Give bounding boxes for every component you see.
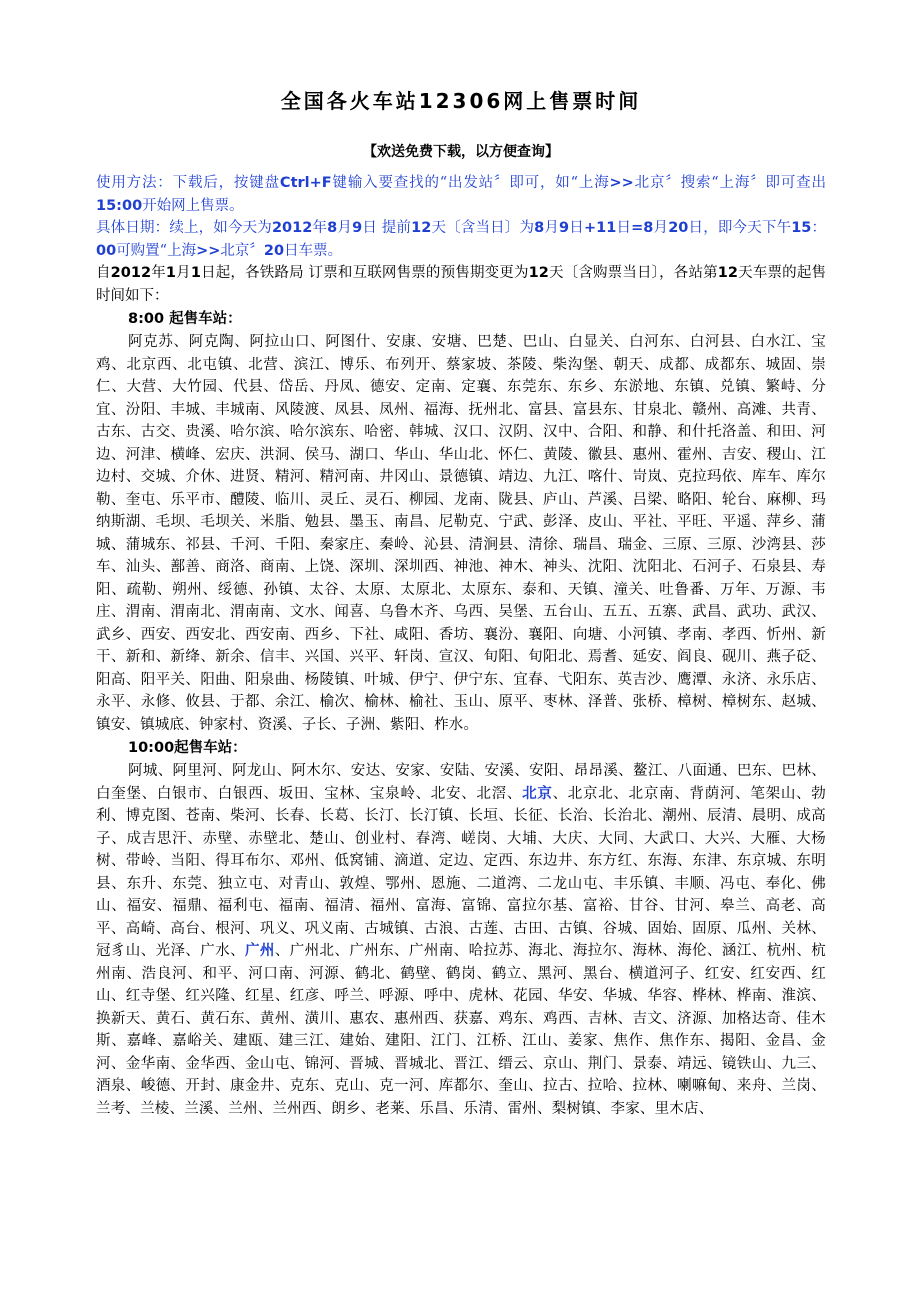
section-heading-1000 xyxy=(128,736,826,760)
document-page xyxy=(96,86,826,1120)
highlighted-station: 广州 xyxy=(245,942,275,959)
example-num: 9 xyxy=(352,220,363,236)
example-text: 北京〞 xyxy=(220,242,264,259)
example-arrow: >> xyxy=(196,242,221,259)
rule-num: 12 xyxy=(717,265,738,281)
example-text: 月 xyxy=(337,220,353,236)
usage-key: Ctrl+F xyxy=(279,175,332,191)
example-num: =8 xyxy=(631,220,654,236)
example-num: 20 xyxy=(668,220,689,236)
example-text: 日车票。 xyxy=(284,242,343,259)
usage-text: 键输入要查找的“出发站〞即可，如“上海 xyxy=(331,175,610,191)
example-num: 2012 xyxy=(271,220,313,236)
document-subtitle: 【欢送免费下载，以方便查询】 xyxy=(363,144,559,160)
example-text: 年 xyxy=(312,220,328,236)
usage-text: 开始网上售票。 xyxy=(142,197,244,214)
section-label: 起售车站： xyxy=(164,310,242,327)
usage-text: 北京〞搜索“上海〞即可查出 xyxy=(633,175,826,191)
example-text: ： xyxy=(811,220,827,236)
example-text: 天〔含当日〕为 xyxy=(431,220,535,236)
example-num: 20 xyxy=(263,242,285,259)
example-text: 具体日期：续上，如今天为 xyxy=(96,220,272,236)
example-num: 9 xyxy=(559,220,570,236)
highlighted-station: 北京 xyxy=(522,784,553,802)
section-label: 起售车站： xyxy=(174,739,247,756)
example-text: 月 xyxy=(653,220,669,236)
rule-text: 天车票的起售时间如下： xyxy=(96,265,827,304)
station-list-1000 xyxy=(96,760,826,1120)
example-text: 日 xyxy=(569,220,584,236)
rule-num: 12 xyxy=(528,265,549,281)
example-text: 日，即今天下午 xyxy=(688,220,792,236)
station-list-0800: 阿克苏、阿克陶、阿拉山口、阿图什、安康、安塘、巴楚、巴山、白显关、白河东、白河县、白水江、宝鸡、北京西、北屯镇、北营、滨江、博乐、布列开、蔡家坡、茶陵、柴沟堡、朝天、成都、成都东、城固、崇仁、大营、大竹园、代县、岱岳、丹凤、德安、定南、定襄、东莞东、东乡、东淤地、东镇、兑镇、繁峙、分宜、汾阳、丰城、丰城南、风陵渡、凤县、凤州、福海、抚州北、富县、富县东、甘泉北、赣州、高滩、共青、古东、古交、贵溪、哈尔滨、哈尔滨东、哈密、韩城、汉口、汉阴、汉中、合阳、和静、和什托洛盖、和田、河边、河津、横峰、宏庆、洪洞、侯马、湖口、华山、华山北、怀仁、黄陵、徽县、惠州、霍州、吉安、稷山、江边村、交城、介休、进贤、精河、精河南、井冈山、景德镇、靖边、九江、喀什、岢岚、克拉玛依、库车、库尔勒、奎屯、乐平市、醴陵、临川、灵丘、灵石、柳园、龙南、陇县、庐山、芦溪、吕梁、略阳、轮台、麻柳、玛纳斯湖、毛坝、毛坝关、米脂、勉县、墨玉、南昌、尼勒克、宁武、彭泽、皮山、平社、平旺、平遥、萍乡、蒲城、蒲城东、祁县、千河、千阳、秦家庄、秦岭、沁县、清涧县、清徐、瑞昌、瑞金、三原、三原、沙湾县、莎车、汕头、鄯善、商洛、商南、上饶、深圳、深圳西、神池、神木、神头、沈阳、沈阳北、石河子、石泉县、寿阳、疏勒、朔州、绥德、孙镇、太谷、太原、太原北、太原东、泰和、天镇、潼关、吐鲁番、万年、万源、韦庄、渭南、渭南北、渭南南、文水、闻喜、乌鲁木齐、乌西、吴堡、五台山、五五、五寨、武昌、武功、武汉、武乡、西安、西安北、西安南、西乡、下社、咸阳、香坊、襄汾、襄阳、向塘、小河镇、孝南、孝西、忻州、新干、新和、新绛、新余、信丰、兴国、兴平、轩岗、宣汉、旬阳、旬阳北、焉耆、延安、阎良、砚川、燕子砭、阳高、阳平关、阳曲、阳泉曲、杨陵镇、叶城、伊宁、伊宁东、宜春、弋阳东、英吉沙、鹰潭、永济、永乐店、永平、永修、攸县、于都、余江、榆次、榆林、榆社、玉山、原平、枣林、泽普、张桥、樟树、樟树东、赵城、镇安、镇城底、钟家村、资溪、子长、子洲、紫阳、柞水。 xyxy=(96,334,826,733)
rule-text: 天〔含购票当日〕，各站第 xyxy=(548,265,718,281)
section-heading-0800 xyxy=(128,307,826,331)
example-num: +11 xyxy=(583,220,617,236)
example-paragraph xyxy=(96,217,826,262)
rule-text: 年 xyxy=(151,265,166,281)
section-time: 10:00 xyxy=(128,740,175,756)
example-num: 12 xyxy=(411,220,432,236)
usage-text: 使用方法：下载后，按键盘 xyxy=(96,175,280,191)
rule-num: 1 xyxy=(165,265,176,281)
example-num: 15 xyxy=(791,220,812,236)
rule-num: 2012 xyxy=(110,265,152,281)
rule-text: 日起，各铁路局 订票和互联网售票的预售期变更为 xyxy=(200,265,529,281)
usage-time: 15:00 xyxy=(96,197,143,214)
station-text: 阿城、阿里河、阿龙山、阿木尔、安达、安家、安陆、安溪、安阳、昂昂溪、鳌江、八面通、巴东、巴林、白奎堡、白银市、白银西、坂田、宝林、宝泉岭、北安、北滘、 xyxy=(96,763,826,802)
example-num: 8 xyxy=(534,220,545,236)
example-text: 月 xyxy=(544,220,560,236)
station-text: 、广州北、广州东、广州南、哈拉苏、海北、海拉尔、海林、海伦、涵江、杭州、杭州南、浩良河、和平、河口南、河源、鹤北、鹤壁、鹤岗、鹤立、黑河、黑台、横道河子、红安、红安西、红山、红寺堡、红兴隆、红星、红彦、呼兰、呼源、呼中、虎林、花园、华安、华城、华容、桦林、桦南、淮滨、换新天、黄石、黄石东、黄州、潢川、惠农、惠州西、获嘉、鸡东、鸡西、吉林、吉文、济源、加格达奇、佳木斯、嘉峰、嘉峪关、建瓯、建三江、建始、建阳、江门、江桥、江山、姜家、焦作、焦作东、揭阳、金昌、金河、金华南、金华西、金山屯、锦河、晋城、晋城北、晋江、缙云、京山、荆门、景泰、靖远、镜铁山、九三、酒泉、峻德、开封、康金井、克东、克山、克一河、库都尔、奎山、拉古、拉哈、拉林、喇嘛甸、来舟、兰岗、兰考、兰棱、兰溪、兰州、兰州西、朗乡、老莱、乐昌、乐清、雷州、梨树镇、李家、里木店、 xyxy=(96,943,827,1117)
rule-num: 1 xyxy=(190,265,201,281)
example-num: 00 xyxy=(96,242,117,259)
section-time: 8:00 xyxy=(128,311,165,327)
rule-paragraph xyxy=(96,262,826,307)
example-text: 日 xyxy=(616,220,632,236)
station-text: 、北京北、北京南、背荫河、笔架山、勃利、博克图、苍南、柴河、长春、长葛、长汀、长汀镇、长垣、长征、长治、长治北、潮州、辰清、晨明、成高子、成吉思汗、赤壁、赤壁北、楚山、创业村、春湾、嵯岗、大埔、大庆、大同、大武口、大兴、大雁、大杨树、带岭、当阳、得耳布尔、邓州、低窝铺、滴道、定边、定西、东边井、东方红、东海、东津、东京城、东明县、东升、东莞、独立屯、对青山、敦煌、鄂州、恩施、二道湾、二龙山屯、丰乐镇、丰顺、冯屯、奉化、佛山、福安、福鼎、福利屯、福南、福清、福州、富海、富锦、富拉尔基、富裕、甘谷、甘河、皋兰、高老、高平、高崎、高台、根河、巩义、巩义南、古城镇、古浪、古莲、古田、古镇、谷城、固始、固原、瓜州、关林、冠豸山、光泽、广水、 xyxy=(96,785,826,959)
usage-arrow: >> xyxy=(609,175,634,191)
rule-text: 月 xyxy=(175,265,191,281)
example-text: 日 提前 xyxy=(362,220,412,236)
example-num: 8 xyxy=(327,220,338,236)
example-text: 可购置“上海 xyxy=(116,242,197,259)
rule-text: 自 xyxy=(96,265,111,281)
document-title: 全国各火车站12306网上售票时间 xyxy=(280,89,642,113)
usage-paragraph xyxy=(96,172,826,217)
